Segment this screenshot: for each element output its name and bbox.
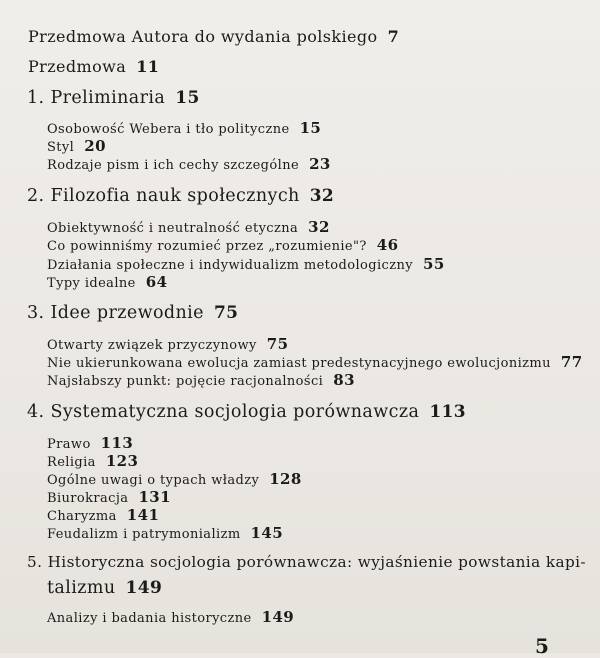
toc-section-1-2: [47, 137, 106, 155]
toc-entry-preface: [28, 57, 159, 76]
toc-label: Osobowość Webera i tło polityczne: [47, 122, 290, 137]
toc-page: 123: [105, 452, 139, 470]
toc-page: 7: [387, 27, 400, 46]
toc-page: 149: [261, 608, 295, 626]
toc-label: Przedmowa: [28, 57, 127, 76]
toc-label: Ogólne uwagi o typach władzy: [47, 473, 260, 488]
toc-page: 149: [125, 578, 163, 598]
toc-page: 55: [423, 255, 445, 273]
toc-section-4-5: [47, 506, 159, 524]
toc-section-4-1: [47, 434, 133, 452]
toc-label: Styl: [47, 140, 75, 155]
toc-chapter-2: [27, 186, 334, 206]
toc-label: Działania społeczne i indywidualizm metodologiczny: [47, 258, 413, 273]
toc-label: Analizy i badania historyczne: [47, 611, 252, 626]
toc-page: 77: [560, 353, 583, 371]
toc-section-2-4: [47, 273, 167, 291]
toc-chapter-5: [27, 553, 586, 571]
toc-page: 113: [100, 434, 134, 452]
toc-page: 113: [429, 402, 466, 422]
toc-label: Nie ukierunkowana ewolucja zamiast predestynacyjnego ewolucjonizmu: [47, 356, 551, 371]
toc-label: Prawo: [47, 437, 91, 452]
toc-label: talizmu: [47, 578, 116, 598]
toc-page: 145: [250, 524, 284, 542]
toc-section-3-1: [47, 335, 288, 353]
toc-section-3-2: [47, 353, 583, 371]
toc-label: Biurokracja: [47, 491, 129, 506]
toc-page: 128: [269, 470, 302, 488]
toc-label: Typy idealne: [47, 276, 136, 291]
toc-label: Rodzaje pism i ich cechy szczególne: [47, 158, 300, 173]
page-number: 5: [535, 634, 549, 658]
toc-section-4-3: [47, 470, 302, 488]
toc-label: Obiektywność i neutralność etyczna: [47, 221, 299, 236]
toc-page: 23: [309, 155, 331, 173]
toc-chapter-5-continued: [47, 578, 162, 598]
toc-label: 1. Preliminaria: [27, 88, 166, 108]
toc-label: Co powinniśmy rozumieć przez „rozumienie"?: [47, 239, 367, 254]
toc-page: 83: [333, 371, 355, 389]
toc-page: 32: [309, 186, 335, 206]
toc-section-4-6: [47, 524, 283, 542]
toc-page: 20: [84, 137, 106, 155]
toc-label: Najsłabszy punkt: pojęcie racjonalności: [47, 374, 324, 389]
toc-section-2-3: [47, 255, 445, 273]
toc-label: 4. Systematyczna socjologia porównawcza: [27, 402, 420, 422]
toc-label: Feudalizm i patrymonializm: [47, 527, 241, 542]
toc-page: 141: [126, 506, 160, 524]
toc-label: 2. Filozofia nauk społecznych: [27, 186, 300, 206]
toc-label: Charyzma: [47, 509, 117, 524]
toc-section-1-3: [47, 155, 331, 173]
toc-section-4-4: [47, 488, 171, 506]
toc-section-2-2: [47, 236, 398, 254]
toc-section-4-2: [47, 452, 138, 470]
toc-page: 75: [213, 303, 239, 323]
toc-page: 32: [308, 218, 330, 236]
toc-page: 46: [376, 236, 399, 254]
toc-page: 131: [138, 488, 171, 506]
toc-page: 15: [175, 88, 200, 108]
toc-label: 5. Historyczna socjologia porównawcza: wyjaśnienie powstania kapi-: [27, 553, 586, 571]
toc-label: Religia: [47, 455, 96, 470]
toc-chapter-3: [27, 303, 238, 323]
toc-section-5-1: [47, 608, 294, 626]
toc-section-2-1: [47, 218, 330, 236]
toc-label: Otwarty związek przyczynowy: [47, 338, 257, 353]
toc-page: 15: [299, 119, 322, 137]
toc-page: 75: [266, 335, 289, 353]
toc-entry-preface-author: [28, 27, 399, 46]
toc-section-1-1: [47, 119, 321, 137]
toc-chapter-1: [27, 88, 200, 108]
toc-page: 11: [136, 57, 160, 76]
toc-label: Przedmowa Autora do wydania polskiego: [28, 27, 378, 46]
toc-label: 3. Idee przewodnie: [27, 303, 204, 323]
toc-page: 64: [145, 273, 168, 291]
toc-chapter-4: [27, 402, 466, 422]
toc-section-3-3: [47, 371, 355, 389]
